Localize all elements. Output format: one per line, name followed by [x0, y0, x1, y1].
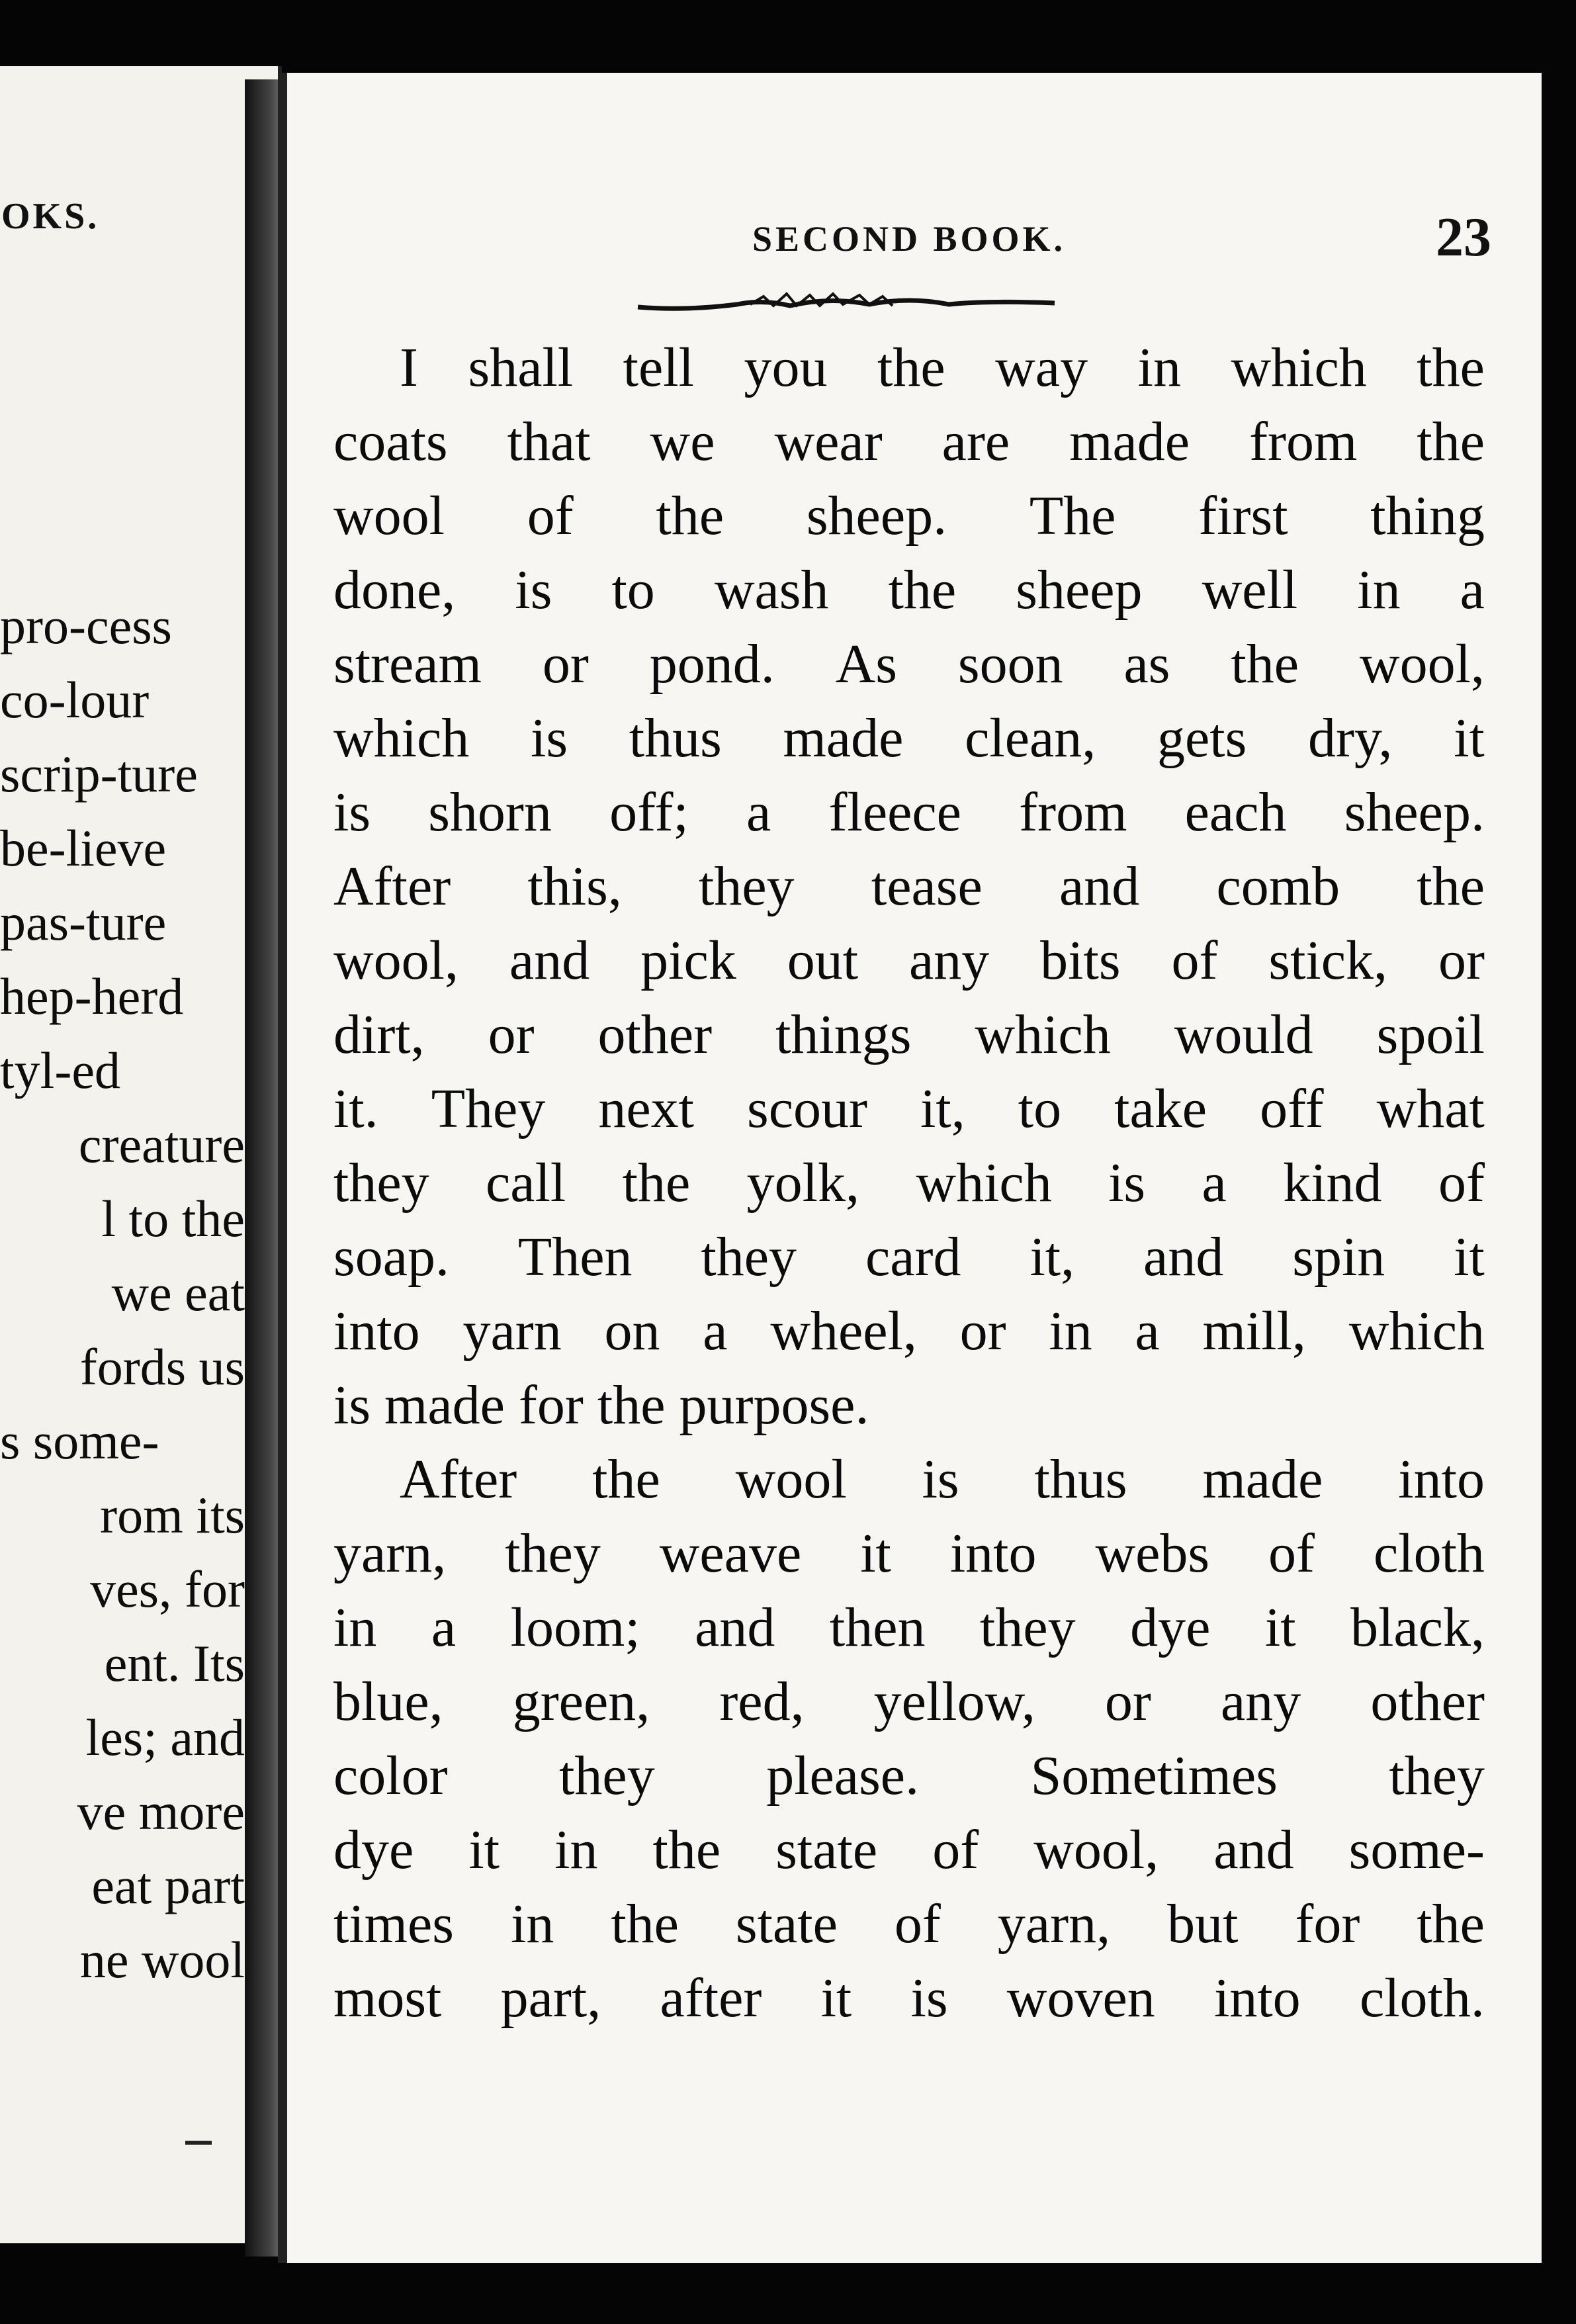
text-line: [333, 1146, 1485, 1220]
word: are: [941, 411, 1010, 472]
word: a: [703, 1300, 728, 1362]
word: in: [1357, 559, 1401, 621]
word: what: [1376, 1078, 1485, 1140]
word: or: [1438, 930, 1485, 991]
text-line: [333, 331, 1485, 405]
word: woven: [1006, 1967, 1155, 2029]
word: gets: [1157, 707, 1247, 769]
word: cloth.: [1359, 1967, 1485, 2029]
word: of: [1268, 1523, 1315, 1584]
text-line: [333, 1813, 1485, 1887]
word: soon: [957, 633, 1063, 695]
word: wool: [735, 1449, 847, 1510]
word: pond.: [649, 633, 775, 695]
word: but: [1167, 1893, 1239, 1955]
word: which: [916, 1152, 1052, 1214]
word: comb: [1216, 856, 1340, 917]
text-line: [333, 1887, 1485, 1961]
word: would: [1174, 1004, 1313, 1065]
word: any: [908, 930, 990, 991]
text-line: [333, 405, 1485, 479]
word: yarn,: [997, 1893, 1111, 1955]
word: from: [1019, 782, 1127, 843]
word: wheel,: [770, 1300, 917, 1362]
word: sheep.: [1344, 782, 1485, 843]
word: spoil: [1376, 1004, 1485, 1065]
left-text-line: co-lour: [0, 671, 150, 729]
word: it.: [333, 1078, 378, 1140]
word: or: [542, 633, 589, 695]
word: tease: [871, 856, 983, 917]
word: is: [910, 1967, 948, 2029]
word: wool: [333, 485, 445, 547]
left-text-block: [0, 589, 245, 1997]
word: into: [1398, 1449, 1485, 1510]
word: most: [333, 1967, 442, 2029]
word: is: [1108, 1152, 1146, 1214]
word: dye: [333, 1819, 414, 1881]
word: in: [510, 1893, 554, 1955]
word: into: [1214, 1967, 1301, 2029]
left-text-line: les; and: [85, 1709, 245, 1766]
text-line: [333, 1665, 1485, 1739]
page-header: [327, 205, 1491, 285]
text-line: [333, 924, 1485, 998]
word: it: [820, 1967, 852, 2029]
left-text-line: ne wool: [79, 1931, 245, 1989]
word: After: [333, 856, 451, 917]
word: it: [468, 1819, 500, 1881]
word: sheep: [1016, 559, 1143, 621]
word: I: [400, 337, 418, 398]
word: is: [531, 707, 568, 769]
word: each: [1184, 782, 1287, 843]
word: and: [695, 1597, 775, 1658]
word: it,: [920, 1078, 965, 1140]
word: and: [1143, 1226, 1224, 1288]
word: you: [744, 337, 828, 398]
word: green,: [512, 1671, 650, 1732]
word: wool,: [1359, 633, 1485, 695]
word: a: [431, 1597, 457, 1658]
word: mill,: [1202, 1300, 1306, 1362]
word: the: [652, 1819, 721, 1881]
word: of: [932, 1819, 979, 1881]
text-line: [333, 850, 1485, 924]
word: or: [959, 1300, 1006, 1362]
text-line: [333, 1961, 1485, 2035]
word: they: [505, 1523, 601, 1584]
word: the: [877, 337, 945, 398]
word: is: [515, 559, 552, 621]
word: sheep.: [806, 485, 947, 547]
word: black,: [1350, 1597, 1485, 1658]
word: wool,: [333, 930, 459, 991]
text-line: [333, 998, 1485, 1072]
word: yolk,: [746, 1152, 860, 1214]
word: things: [775, 1004, 912, 1065]
word: is: [333, 782, 371, 843]
word: made: [1069, 411, 1190, 472]
word: they: [559, 1745, 655, 1807]
word: of: [894, 1893, 941, 1955]
word: of: [527, 485, 574, 547]
word: thus: [629, 707, 722, 769]
word: the: [1231, 633, 1299, 695]
left-text-line: pro-cess: [0, 597, 172, 654]
word: the: [888, 559, 957, 621]
word: first: [1198, 485, 1288, 547]
word: into: [949, 1523, 1037, 1584]
word: thing: [1370, 485, 1485, 547]
word: which: [1348, 1300, 1485, 1362]
left-text-line: s some-: [0, 1412, 159, 1470]
word: and: [1213, 1819, 1294, 1881]
word: some-: [1348, 1819, 1485, 1881]
word: in: [1049, 1300, 1092, 1362]
word: blue,: [333, 1671, 443, 1732]
word: state: [775, 1819, 878, 1881]
word: a: [1202, 1152, 1227, 1214]
word: the: [611, 1893, 679, 1955]
page-number: 23: [1436, 206, 1491, 268]
word: which: [1231, 337, 1367, 398]
word: done,: [333, 559, 456, 621]
right-page: [278, 73, 1542, 2263]
word: a: [1460, 559, 1485, 621]
word: kind: [1283, 1152, 1382, 1214]
word: the: [1417, 337, 1485, 398]
word: tell: [623, 337, 694, 398]
word: and: [1059, 856, 1140, 917]
word: into: [333, 1300, 420, 1362]
word: wash: [714, 559, 829, 621]
word: out: [787, 930, 859, 991]
left-text-line: ves, for: [90, 1560, 245, 1618]
word: shorn: [428, 782, 552, 843]
word: they: [333, 1152, 429, 1214]
running-title: SECOND BOOK.: [752, 219, 1067, 259]
word: the: [1417, 411, 1485, 472]
left-text-line: l to the: [101, 1190, 245, 1247]
word: They: [431, 1078, 546, 1140]
word: made: [1202, 1449, 1323, 1510]
word: loom;: [510, 1597, 640, 1658]
left-page: [0, 66, 282, 2243]
word: they: [980, 1597, 1076, 1658]
word: As: [835, 633, 897, 695]
word: a: [1135, 1300, 1160, 1362]
left-text-line: we eat: [111, 1264, 245, 1321]
word: other: [1370, 1671, 1485, 1732]
left-text-line: pas-ture: [0, 893, 167, 951]
text-line: is made for the purpose.: [333, 1374, 869, 1436]
left-margin-mark: [185, 2141, 212, 2145]
word: soap.: [333, 1226, 449, 1288]
word: Sometimes: [1030, 1745, 1278, 1807]
text-line: [333, 1517, 1485, 1591]
word: stream: [333, 633, 482, 695]
word: other: [597, 1004, 713, 1065]
ornament-rule: [631, 285, 1061, 324]
word: after: [660, 1967, 762, 2029]
word: wear: [774, 411, 883, 472]
word: that: [507, 411, 591, 472]
word: scour: [747, 1078, 867, 1140]
word: cloth: [1373, 1523, 1485, 1584]
text-line: [333, 1739, 1485, 1813]
word: times: [333, 1893, 454, 1955]
text-line: [333, 701, 1485, 776]
text-line: [333, 1220, 1485, 1294]
body-text: [333, 331, 1485, 2035]
word: dye: [1130, 1597, 1211, 1658]
word: the: [592, 1449, 660, 1510]
left-text-line: eat part: [91, 1857, 245, 1914]
left-text-line: be-lieve: [0, 819, 167, 877]
word: Then: [517, 1226, 633, 1288]
left-text-line: ent. Its: [104, 1634, 245, 1692]
left-text-line: fords us: [79, 1338, 245, 1396]
word: on: [604, 1300, 660, 1362]
word: red,: [719, 1671, 805, 1732]
word: yellow,: [873, 1671, 1035, 1732]
word: is: [922, 1449, 959, 1510]
word: yarn: [462, 1300, 562, 1362]
text-line: [333, 1443, 1485, 1517]
word: the: [1417, 1893, 1485, 1955]
word: bits: [1040, 930, 1121, 991]
word: they: [699, 856, 795, 917]
word: it: [1454, 1226, 1485, 1288]
word: off: [1260, 1078, 1324, 1140]
word: pick: [640, 930, 736, 991]
text-line: [333, 479, 1485, 553]
word: of: [1438, 1152, 1485, 1214]
word: wool,: [1033, 1819, 1159, 1881]
word: color: [333, 1745, 448, 1807]
word: the: [1417, 856, 1485, 917]
word: take: [1114, 1078, 1207, 1140]
word: call: [486, 1152, 566, 1214]
word: made: [783, 707, 904, 769]
word: spin: [1292, 1226, 1385, 1288]
left-text-line: tyl-ed: [0, 1042, 120, 1099]
left-text-line: creature: [78, 1116, 245, 1173]
text-line: [333, 1072, 1485, 1146]
word: clean,: [965, 707, 1096, 769]
word: it: [1454, 707, 1485, 769]
word: coats: [333, 411, 448, 472]
word: from: [1249, 411, 1358, 472]
word: stick,: [1268, 930, 1388, 991]
word: to: [1018, 1078, 1062, 1140]
word: it,: [1029, 1226, 1075, 1288]
word: we: [650, 411, 715, 472]
left-text-line: ve more: [77, 1783, 245, 1840]
word: they: [701, 1226, 797, 1288]
word: yarn,: [333, 1523, 447, 1584]
word: as: [1123, 633, 1170, 695]
word: to: [611, 559, 655, 621]
word: this,: [527, 856, 622, 917]
text-line: [333, 553, 1485, 627]
left-running-title: OKS.: [1, 196, 100, 237]
word: off;: [609, 782, 689, 843]
word: or: [488, 1004, 535, 1065]
word: dry,: [1307, 707, 1393, 769]
text-line: [333, 776, 1485, 850]
word: thus: [1034, 1449, 1127, 1510]
word: please.: [766, 1745, 920, 1807]
left-text-line: hep-herd: [0, 967, 184, 1025]
word: for: [1295, 1893, 1360, 1955]
word: in: [333, 1597, 377, 1658]
word: weave: [659, 1523, 802, 1584]
word: in: [554, 1819, 598, 1881]
word: a: [746, 782, 771, 843]
word: part,: [500, 1967, 601, 2029]
word: the: [622, 1152, 691, 1214]
word: or: [1104, 1671, 1151, 1732]
word: way: [995, 337, 1088, 398]
word: in: [1137, 337, 1181, 398]
word: it: [860, 1523, 891, 1584]
word: shall: [468, 337, 574, 398]
text-line: [333, 627, 1485, 701]
word: of: [1171, 930, 1218, 991]
word: dirt,: [333, 1004, 425, 1065]
word: which: [333, 707, 470, 769]
word: any: [1220, 1671, 1301, 1732]
word: fleece: [828, 782, 961, 843]
word: state: [735, 1893, 838, 1955]
left-text-line: scrip-ture: [0, 745, 198, 803]
word: webs: [1095, 1523, 1210, 1584]
word: and: [509, 930, 590, 991]
word: which: [975, 1004, 1111, 1065]
word: next: [598, 1078, 694, 1140]
word: The: [1029, 485, 1116, 547]
word: After: [400, 1449, 517, 1510]
word: the: [656, 485, 724, 547]
word: it: [1264, 1597, 1296, 1658]
text-line: [333, 1591, 1485, 1665]
word: card: [865, 1226, 961, 1288]
word: well: [1202, 559, 1298, 621]
text-line: [333, 1294, 1485, 1368]
left-text-line: rom its: [100, 1486, 245, 1544]
word: they: [1389, 1745, 1485, 1807]
word: then: [829, 1597, 926, 1658]
